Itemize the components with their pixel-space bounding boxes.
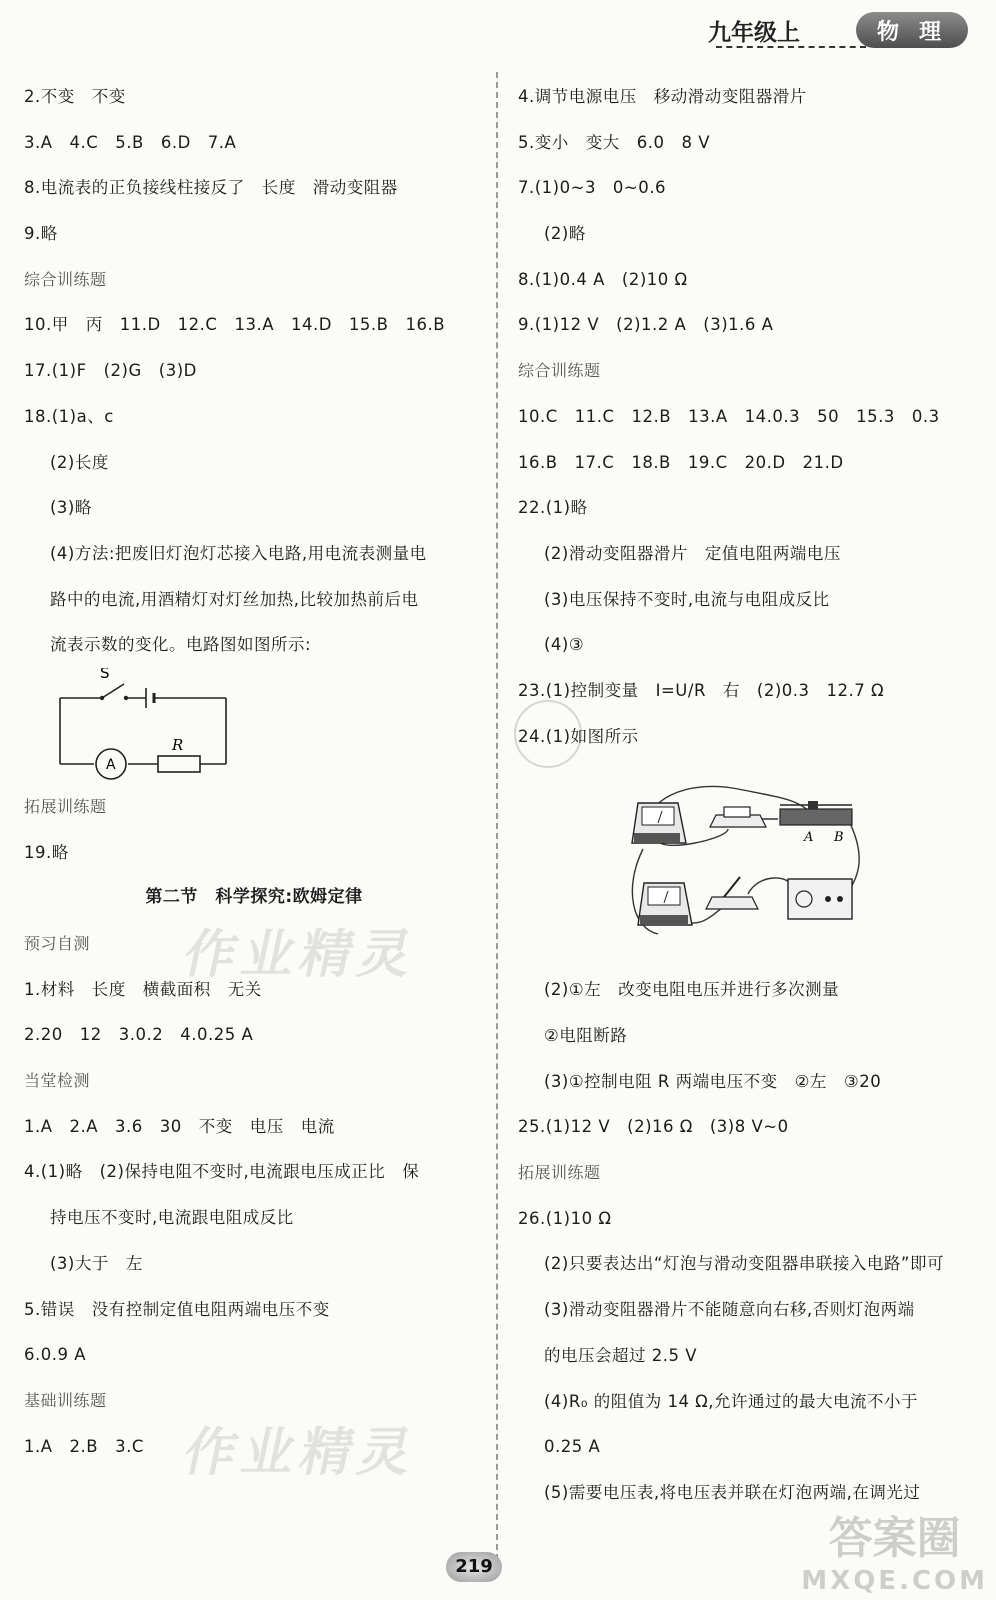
answer-line: 2.不变 不变 — [24, 87, 126, 106]
answer-line: 17.(1)F (2)G (3)D — [24, 361, 197, 381]
right-answers-bottom — [518, 967, 978, 1515]
left-answers-bottom — [24, 784, 484, 1469]
answer-line: (4)R₀ 的阻值为 14 Ω,允许通过的最大电流不小于 — [544, 1391, 919, 1411]
rheostat-icon — [780, 801, 852, 825]
answer-line: 5.错误 没有控制定值电阻两端电压不变 — [24, 1299, 330, 1319]
left-answers-top — [24, 74, 484, 668]
answer-line: 9.(1)12 V (2)1.2 A (3)1.6 A — [518, 315, 774, 335]
answer-line: 2.20 12 3.0.2 4.0.25 A — [24, 1025, 254, 1045]
section-heading: 预习自测 — [24, 934, 91, 953]
left-column — [24, 74, 484, 1469]
section-heading: 当堂检测 — [24, 1071, 91, 1091]
answer-line: (2)①左 改变电阻电压并进行多次测量 — [544, 980, 840, 1000]
watermark-text: 作业精灵 — [178, 924, 424, 985]
stamp-mark — [514, 700, 582, 768]
answer-line: 22.(1)略 — [518, 498, 588, 518]
section-heading: 综合训练题 — [518, 361, 601, 381]
resistor-label: R — [172, 735, 184, 754]
header-grade: 九年级上 — [708, 19, 800, 46]
section-heading: 拓展训练题 — [518, 1163, 601, 1183]
answer-line: 4.(1)略 (2)保持电阻不变时,电流跟电压成正比 保 — [24, 1162, 420, 1182]
column-divider — [496, 72, 498, 1560]
answer-line: 1.A 2.A 3.6 30 不变 电压 电流 — [24, 1116, 335, 1136]
answer-line: 8.(1)0.4 A (2)10 Ω — [518, 269, 688, 289]
answer-line: 18.(1)a、c — [24, 406, 114, 426]
answer-line: (3)滑动变阻器滑片不能随意向右移,否则灯泡两端 — [544, 1300, 915, 1320]
answer-line: 26.(1)10 Ω — [518, 1208, 612, 1228]
corner-watermark-site: MXQE.COM — [801, 1566, 988, 1596]
answer-line: 8.电流表的正负接线柱接反了 长度 滑动变阻器 — [24, 178, 398, 198]
fixed-resistor-icon — [710, 807, 766, 827]
section-heading: 综合训练题 — [24, 269, 107, 289]
answer-line: 7.(1)0~3 0~0.6 — [518, 178, 666, 198]
circuit-diagram — [54, 668, 244, 780]
answer-line: (2)略 — [544, 224, 586, 244]
answer-line: (2)只要表达出“灯泡与滑动变阻器串联接入电路”即可 — [544, 1254, 944, 1274]
answer-line: 10.C 11.C 12.B 13.A 14.0.3 50 15.3 0.3 — [518, 406, 940, 426]
switch-label: S — [100, 667, 110, 682]
ammeter-label: A — [106, 756, 116, 773]
answer-line: (4)方法:把废旧灯泡灯芯接入电路,用电流表测量电 — [50, 543, 427, 563]
answer-line: (5)需要电压表,将电压表并联在灯泡两端,在调光过 — [544, 1482, 921, 1502]
answer-line: (2)滑动变阻器滑片 定值电阻两端电压 — [544, 543, 841, 563]
answer-line: 19.略 — [24, 842, 69, 862]
answer-line: (3)①控制电阻 R 两端电压不变 ②左 ③20 — [544, 1071, 882, 1091]
section-heading: 拓展训练题 — [24, 796, 107, 816]
corner-watermark — [801, 1502, 988, 1596]
section-heading: 基础训练题 — [24, 1390, 107, 1410]
answer-line: (3)大于 左 — [50, 1253, 143, 1273]
answer-line: 23.(1)控制变量 I=U/R 右 (2)0.3 12.7 Ω — [518, 680, 885, 700]
answer-line: (2)长度 — [50, 452, 109, 472]
page-header — [0, 0, 996, 60]
answer-line: 1.材料 长度 横截面积 无关 — [24, 979, 262, 999]
header-dashed-rule — [716, 46, 866, 48]
answer-line: 的电压会超过 2.5 V — [544, 1345, 698, 1365]
answer-line: ②电阻断路 — [544, 1026, 628, 1045]
answer-line: 4.调节电源电压 移动滑动变阻器滑片 — [518, 87, 807, 106]
answer-line: 10.甲 丙 11.D 12.C 13.A 14.D 15.B 16.B — [24, 315, 446, 335]
answer-line: 5.变小 变大 6.0 8 V — [518, 132, 711, 152]
right-column — [518, 74, 978, 1516]
answer-line: 16.B 17.C 18.B 19.C 20.D 21.D — [518, 452, 844, 472]
answer-line: 1.A 2.B 3.C — [24, 1436, 144, 1456]
answer-line: 3.A 4.C 5.B 6.D 7.A — [24, 132, 237, 152]
power-supply-icon — [788, 879, 852, 919]
switch-lever-icon — [102, 684, 124, 698]
answer-line: 25.(1)12 V (2)16 Ω (3)8 V~0 — [518, 1117, 789, 1137]
answer-line: 流表示数的变化。电路图如图所示: — [50, 635, 312, 655]
subject-badge: 物理 — [856, 12, 968, 48]
answer-line: 9.略 — [24, 224, 58, 244]
answer-line: 6.0.9 A — [24, 1345, 87, 1365]
answer-line: (4)③ — [544, 635, 585, 655]
voltmeter-icon — [632, 803, 686, 843]
experiment-apparatus-figure — [628, 779, 868, 949]
answer-line: 持电压不变时,电流跟电阻成反比 — [50, 1208, 294, 1228]
rheostat-terminal-b: B — [834, 830, 844, 846]
corner-watermark-title: 答案圈 — [828, 1513, 961, 1564]
answer-line: 0.25 A — [544, 1437, 601, 1457]
knife-switch-icon — [706, 877, 758, 909]
ammeter-device-icon — [638, 883, 692, 925]
section-title: 第二节 科学探究:欧姆定律 — [145, 887, 363, 908]
answer-line: 24.(1)如图所示 — [518, 726, 639, 746]
page-number: 219 — [446, 1552, 502, 1582]
answer-line: (3)略 — [50, 498, 92, 518]
resistor-icon — [158, 756, 200, 772]
answer-line: (3)电压保持不变时,电流与电阻成反比 — [544, 589, 830, 609]
right-answers-top — [518, 74, 978, 759]
watermark-text: 作业精灵 — [178, 1422, 424, 1483]
rheostat-terminal-a: A — [804, 830, 814, 846]
answer-line: 路中的电流,用酒精灯对灯丝加热,比较加热前后电 — [50, 589, 419, 609]
